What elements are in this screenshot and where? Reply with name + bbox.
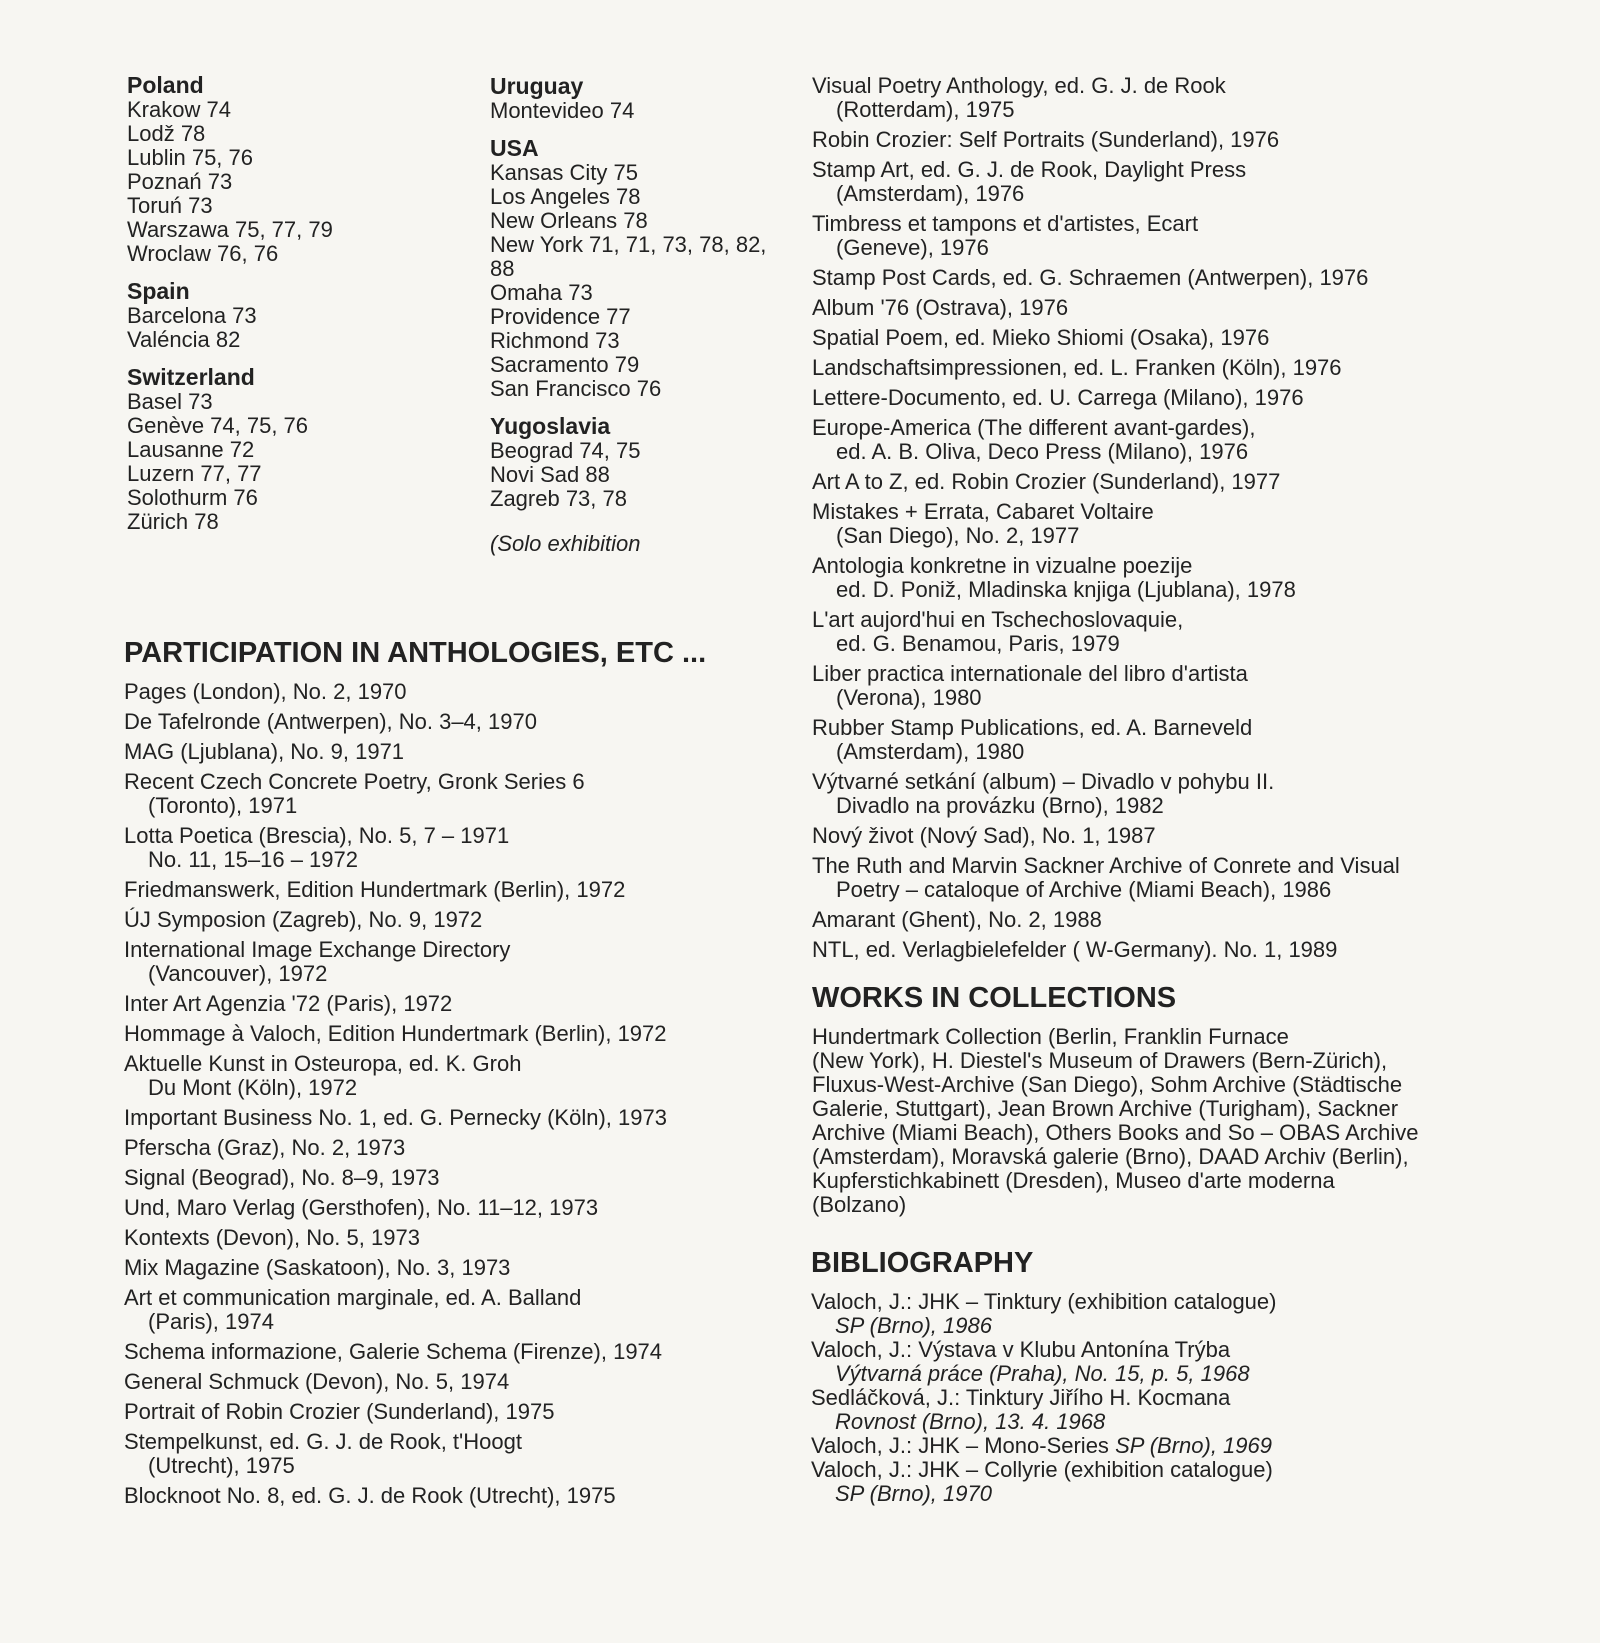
collections-line: Galerie, Stuttgart), Jean Brown Archive (Turigham), Sackner bbox=[812, 1096, 1399, 1121]
bibliography-entry bbox=[811, 1290, 1571, 1338]
anthology-entry-line: De Tafelronde (Antwerpen), No. 3–4, 1970 bbox=[124, 709, 537, 734]
anthology-entry-line: The Ruth and Marvin Sackner Archive of Conrete and Visual bbox=[812, 853, 1400, 878]
city-entry: Genève 74, 75, 76 bbox=[127, 413, 309, 438]
bibliography-author-title: Valoch, J.: JHK – Collyrie (exhibition catalogue) bbox=[811, 1457, 1273, 1482]
anthology-entry bbox=[812, 74, 1572, 122]
anthology-entry bbox=[812, 386, 1572, 410]
bibliography-entry bbox=[811, 1338, 1571, 1386]
anthology-entry-line: MAG (Ljublana), No. 9, 1971 bbox=[124, 739, 405, 764]
country-group bbox=[490, 135, 790, 401]
anthology-entry-continuation: (Verona), 1980 bbox=[836, 685, 982, 710]
country-group bbox=[490, 73, 790, 123]
anthology-entry bbox=[124, 1484, 824, 1508]
city-entry: Beograd 74, 75 bbox=[490, 438, 641, 463]
bibliography-source: SP (Brno), 1970 bbox=[835, 1481, 992, 1506]
collections-text bbox=[812, 1025, 1572, 1217]
anthology-entry-line: Rubber Stamp Publications, ed. A. Barneveld bbox=[812, 715, 1253, 740]
anthology-entry-line: Und, Maro Verlag (Gersthofen), No. 11–12, 1973 bbox=[124, 1195, 599, 1220]
anthology-entry-continuation: ed. D. Poniž, Mladinska knjiga (Ljublana), 1978 bbox=[836, 577, 1296, 602]
anthology-entry-line: Timbress et tampons et d'artistes, Ecart bbox=[812, 211, 1199, 236]
city-entry: Solothurm 76 bbox=[127, 485, 258, 510]
bibliography-list bbox=[811, 1290, 1571, 1506]
anthology-entry-continuation: No. 11, 15–16 – 1972 bbox=[148, 847, 358, 872]
country-heading: Uruguay bbox=[490, 73, 584, 99]
anthology-entry bbox=[812, 554, 1572, 602]
anthology-entry-line: Visual Poetry Anthology, ed. G. J. de Rook bbox=[812, 73, 1226, 98]
anthology-entry bbox=[124, 878, 824, 902]
anthology-entry-continuation: ed. A. B. Oliva, Deco Press (Milano), 1976 bbox=[836, 439, 1249, 464]
anthology-entry bbox=[124, 770, 824, 818]
bibliography-source: Rovnost (Brno), 13. 4. 1968 bbox=[835, 1409, 1106, 1434]
anthology-entry bbox=[812, 128, 1572, 152]
city-entry: Zürich 78 bbox=[127, 509, 219, 534]
anthology-entry-line: Europe-America (The different avant-gardes), bbox=[812, 415, 1256, 440]
collections-line: Fluxus-West-Archive (San Diego), Sohm Archive (Städtische bbox=[812, 1072, 1403, 1097]
city-entry: Barcelona 73 bbox=[127, 303, 257, 328]
country-heading: Poland bbox=[127, 72, 204, 98]
collections-line: Hundertmark Collection (Berlin, Franklin Furnace bbox=[812, 1024, 1289, 1049]
city-entry: Novi Sad 88 bbox=[490, 462, 610, 487]
collections-line: Kupferstichkabinett (Dresden), Museo d'arte moderna bbox=[812, 1168, 1335, 1193]
anthology-entry bbox=[124, 1400, 824, 1424]
anthology-entry-continuation: (Amsterdam), 1980 bbox=[836, 739, 1025, 764]
collections-line: Archive (Miami Beach), Others Books and So – OBAS Archive bbox=[812, 1120, 1419, 1145]
anthology-entry-line: Friedmanswerk, Edition Hundertmark (Berlin), 1972 bbox=[124, 877, 626, 902]
anthology-entry bbox=[812, 326, 1572, 350]
city-entry: New Orleans 78 bbox=[490, 208, 648, 233]
anthology-entry bbox=[124, 1106, 824, 1130]
anthology-entry-line: International Image Exchange Directory bbox=[124, 937, 511, 962]
anthology-entry bbox=[124, 1052, 824, 1100]
country-heading: USA bbox=[490, 135, 539, 161]
anthology-entry-line: Pages (London), No. 2, 1970 bbox=[124, 679, 407, 704]
anthology-entry-continuation: (San Diego), No. 2, 1977 bbox=[836, 523, 1080, 548]
anthology-entry-line: Spatial Poem, ed. Mieko Shiomi (Osaka), 1976 bbox=[812, 325, 1270, 350]
bibliography-source: SP (Brno), 1969 bbox=[1115, 1433, 1272, 1458]
anthology-entry-line: Robin Crozier: Self Portraits (Sunderland), 1976 bbox=[812, 127, 1280, 152]
anthology-entry-line: Inter Art Agenzia '72 (Paris), 1972 bbox=[124, 991, 453, 1016]
anthology-entry bbox=[812, 770, 1572, 818]
anthology-entry-line: Kontexts (Devon), No. 5, 1973 bbox=[124, 1225, 420, 1250]
anthology-entry bbox=[124, 992, 824, 1016]
anthology-entry bbox=[124, 680, 824, 704]
anthology-entry-line: Mistakes + Errata, Cabaret Voltaire bbox=[812, 499, 1154, 524]
anthology-entry-continuation: Divadlo na provázku (Brno), 1982 bbox=[836, 793, 1164, 818]
anthology-entry bbox=[124, 710, 824, 734]
anthology-entry-continuation: (Toronto), 1971 bbox=[148, 793, 298, 818]
anthology-entry bbox=[124, 1226, 824, 1250]
anthology-entry-continuation: (Vancouver), 1972 bbox=[148, 961, 328, 986]
anthology-entry-line: NTL, ed. Verlagbielefelder ( W-Germany). No. 1, 1989 bbox=[812, 937, 1338, 962]
city-entry: Wroclaw 76, 76 bbox=[127, 241, 279, 266]
anthology-entry-line: Stamp Post Cards, ed. G. Schraemen (Antwerpen), 1976 bbox=[812, 265, 1369, 290]
anthology-entry-line: Portrait of Robin Crozier (Sunderland), 1975 bbox=[124, 1399, 555, 1424]
city-entry: Zagreb 73, 78 bbox=[490, 486, 627, 511]
bibliography-source: SP (Brno), 1986 bbox=[835, 1313, 992, 1338]
city-entry: Toruń 73 bbox=[127, 193, 213, 218]
collections-line: (Amsterdam), Moravská galerie (Brno), DAAD Archiv (Berlin), bbox=[812, 1144, 1409, 1169]
anthology-entry-continuation: ed. G. Benamou, Paris, 1979 bbox=[836, 631, 1120, 656]
anthology-entry-line: Mix Magazine (Saskatoon), No. 3, 1973 bbox=[124, 1255, 511, 1280]
country-heading: Spain bbox=[127, 278, 190, 304]
city-entry: Providence 77 bbox=[490, 304, 631, 329]
anthology-entry-continuation: (Paris), 1974 bbox=[148, 1309, 274, 1334]
city-entry: Sacramento 79 bbox=[490, 352, 640, 377]
anthology-entry bbox=[124, 740, 824, 764]
anthology-entry-line: Stempelkunst, ed. G. J. de Rook, t'Hoogt bbox=[124, 1429, 522, 1454]
bibliography-entry bbox=[811, 1458, 1571, 1506]
anthology-entry-line: Lettere-Documento, ed. U. Carrega (Milano), 1976 bbox=[812, 385, 1304, 410]
anthology-entry bbox=[812, 908, 1572, 932]
anthology-entry-line: Schema informazione, Galerie Schema (Firenze), 1974 bbox=[124, 1339, 663, 1364]
anthology-entry bbox=[812, 158, 1572, 206]
anthology-entry bbox=[124, 1286, 824, 1334]
anthology-entry-continuation: Du Mont (Köln), 1972 bbox=[148, 1075, 358, 1100]
anthology-entry-line: Signal (Beograd), No. 8–9, 1973 bbox=[124, 1165, 440, 1190]
anthology-entry bbox=[124, 1340, 824, 1364]
anthology-entry bbox=[124, 1136, 824, 1160]
collections-line: (Bolzano) bbox=[812, 1192, 907, 1217]
anthology-entry-line: Liber practica internationale del libro d'artista bbox=[812, 661, 1248, 686]
anthology-entry-line: Lotta Poetica (Brescia), No. 5, 7 – 1971 bbox=[124, 823, 510, 848]
anthology-entry-continuation: (Rotterdam), 1975 bbox=[836, 97, 1015, 122]
city-entry: Warszawa 75, 77, 79 bbox=[127, 217, 333, 242]
anthology-entry-line: Pferscha (Graz), No. 2, 1973 bbox=[124, 1135, 406, 1160]
anthology-entry bbox=[812, 938, 1572, 962]
anthology-entry-continuation: Poetry – cataloque of Archive (Miami Beach), 1986 bbox=[836, 877, 1332, 902]
city-entry: Lodž 78 bbox=[127, 121, 206, 146]
city-entry: Basel 73 bbox=[127, 389, 213, 414]
anthology-entry bbox=[124, 1256, 824, 1280]
city-entry: Kansas City 75 bbox=[490, 160, 638, 185]
anthology-entry bbox=[124, 908, 824, 932]
anthology-entry-line: Album '76 (Ostrava), 1976 bbox=[812, 295, 1069, 320]
solo-exhibition-note: (Solo exhibition bbox=[490, 531, 641, 556]
anthology-entry bbox=[124, 938, 824, 986]
anthology-entry-continuation: (Utrecht), 1975 bbox=[148, 1453, 295, 1478]
anthology-entry bbox=[812, 296, 1572, 320]
anthology-entry-line: L'art aujord'hui en Tschechoslovaquie, bbox=[812, 607, 1184, 632]
anthology-entry bbox=[124, 1022, 824, 1046]
bibliography-author-title: Valoch, J.: Výstava v Klubu Antonína Trýba bbox=[811, 1337, 1231, 1362]
country-group bbox=[127, 278, 457, 352]
bibliography-title: BIBLIOGRAPHY bbox=[811, 1247, 1034, 1279]
anthology-entry bbox=[812, 824, 1572, 848]
anthology-entry-line: ÚJ Symposion (Zagreb), No. 9, 1972 bbox=[124, 907, 483, 932]
anthology-entry-line: Art A to Z, ed. Robin Crozier (Sunderland), 1977 bbox=[812, 469, 1281, 494]
collections-line: (New York), H. Diestel's Museum of Drawers (Bern-Zürich), bbox=[812, 1048, 1388, 1073]
anthology-entry bbox=[812, 716, 1572, 764]
anthologies-list-right bbox=[812, 74, 1572, 968]
anthology-entry bbox=[812, 266, 1572, 290]
anthology-entry bbox=[812, 608, 1572, 656]
anthology-entry-line: General Schmuck (Devon), No. 5, 1974 bbox=[124, 1369, 510, 1394]
anthology-entry-line: Hommage à Valoch, Edition Hundertmark (Berlin), 1972 bbox=[124, 1021, 667, 1046]
anthology-entry bbox=[124, 824, 824, 872]
city-entry: Lausanne 72 bbox=[127, 437, 255, 462]
anthologies-title: PARTICIPATION IN ANTHOLOGIES, ETC ... bbox=[124, 637, 707, 669]
bibliography-source: Výtvarná práce (Praha), No. 15, p. 5, 1968 bbox=[835, 1361, 1250, 1386]
bibliography-author-title: Valoch, J.: JHK – Mono-Series bbox=[811, 1433, 1109, 1458]
anthology-entry-line: Výtvarné setkání (album) – Divadlo v pohybu II. bbox=[812, 769, 1275, 794]
anthology-entry-line: Amarant (Ghent), No. 2, 1988 bbox=[812, 907, 1102, 932]
anthology-entry-continuation: (Geneve), 1976 bbox=[836, 235, 989, 260]
anthology-entry bbox=[812, 854, 1572, 902]
exhibitions-column-1 bbox=[127, 72, 457, 546]
city-entry: Omaha 73 bbox=[490, 280, 593, 305]
bibliography-author-title: Valoch, J.: JHK – Tinktury (exhibition catalogue) bbox=[811, 1289, 1277, 1314]
city-entry: Poznań 73 bbox=[127, 169, 233, 194]
bibliography-entry bbox=[811, 1386, 1571, 1434]
city-entry: New York 71, 71, 73, 78, 82, 88 bbox=[490, 232, 767, 281]
city-entry: Krakow 74 bbox=[127, 97, 231, 122]
anthology-entry-line: Landschaftsimpressionen, ed. L. Franken (Köln), 1976 bbox=[812, 355, 1342, 380]
bibliography-author-title: Sedláčková, J.: Tinktury Jiřího H. Kocmana bbox=[811, 1385, 1231, 1410]
anthology-entry bbox=[812, 500, 1572, 548]
anthology-entry-line: Stamp Art, ed. G. J. de Rook, Daylight Press bbox=[812, 157, 1247, 182]
anthology-entry-line: Blocknoot No. 8, ed. G. J. de Rook (Utrecht), 1975 bbox=[124, 1483, 616, 1508]
anthology-entry-line: Antologia konkretne in vizualne poezije bbox=[812, 553, 1193, 578]
country-group bbox=[127, 72, 457, 266]
anthology-entry bbox=[124, 1430, 824, 1478]
country-group bbox=[490, 413, 790, 511]
country-group bbox=[127, 364, 457, 534]
city-entry: Richmond 73 bbox=[490, 328, 620, 353]
country-heading: Switzerland bbox=[127, 364, 255, 390]
bibliography-entry bbox=[811, 1434, 1571, 1458]
anthology-entry bbox=[812, 662, 1572, 710]
anthology-entry-line: Aktuelle Kunst in Osteuropa, ed. K. Groh bbox=[124, 1051, 522, 1076]
anthology-entry-line: Nový život (Nový Sad), No. 1, 1987 bbox=[812, 823, 1156, 848]
anthology-entry-line: Recent Czech Concrete Poetry, Gronk Series 6 bbox=[124, 769, 585, 794]
country-heading: Yugoslavia bbox=[490, 413, 611, 439]
collections-title: WORKS IN COLLECTIONS bbox=[812, 982, 1177, 1014]
city-entry: Montevideo 74 bbox=[490, 98, 635, 123]
anthology-entry bbox=[124, 1166, 824, 1190]
city-entry: Valéncia 82 bbox=[127, 327, 241, 352]
anthology-entry-line: Important Business No. 1, ed. G. Pernecky (Köln), 1973 bbox=[124, 1105, 667, 1130]
exhibitions-column-2 bbox=[490, 73, 790, 523]
anthology-entry-line: Art et communication marginale, ed. A. Balland bbox=[124, 1285, 582, 1310]
city-entry: San Francisco 76 bbox=[490, 376, 662, 401]
city-entry: Luzern 77, 77 bbox=[127, 461, 262, 486]
anthology-entry bbox=[812, 356, 1572, 380]
anthology-entry bbox=[812, 212, 1572, 260]
city-entry: Lublin 75, 76 bbox=[127, 145, 253, 170]
anthology-entry bbox=[812, 470, 1572, 494]
anthologies-list-left bbox=[124, 680, 824, 1514]
anthology-entry bbox=[812, 416, 1572, 464]
city-entry: Los Angeles 78 bbox=[490, 184, 641, 209]
anthology-entry bbox=[124, 1196, 824, 1220]
anthology-entry-continuation: (Amsterdam), 1976 bbox=[836, 181, 1025, 206]
anthology-entry bbox=[124, 1370, 824, 1394]
